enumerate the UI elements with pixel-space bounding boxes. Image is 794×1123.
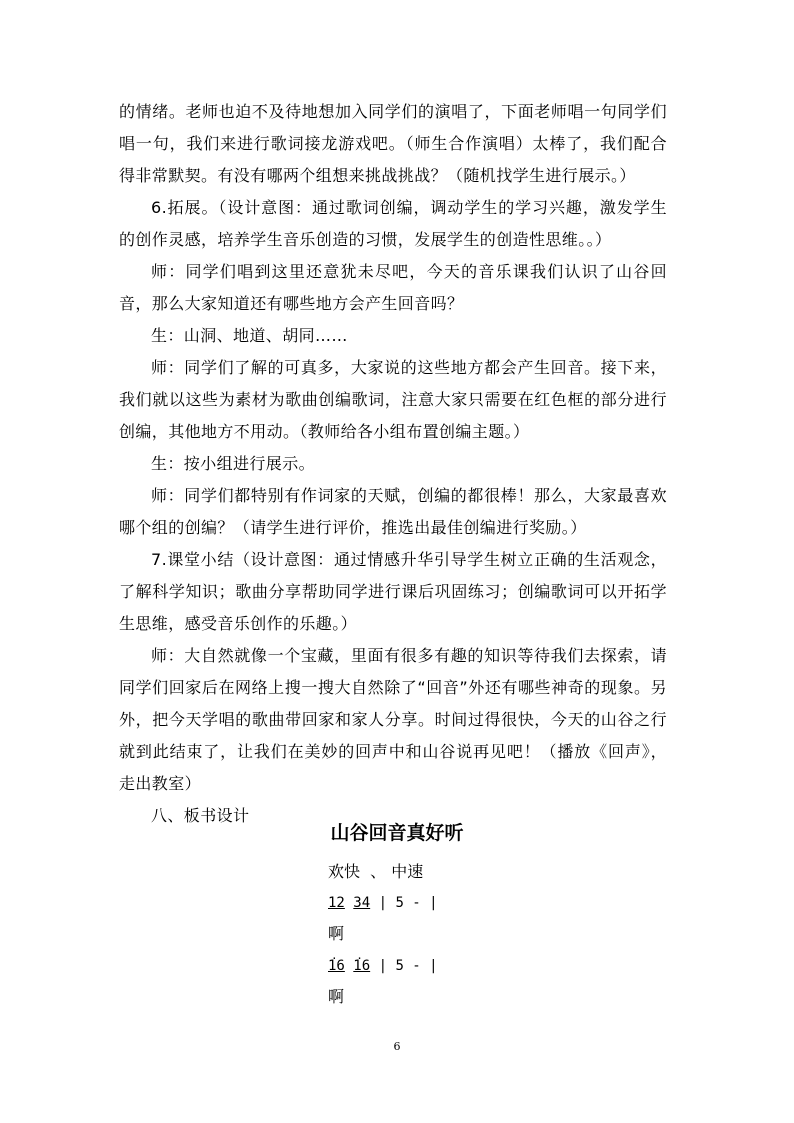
board-notation-line-1	[328, 893, 438, 913]
paragraph-summary: 7.课堂小结（设计意图：通过情感升华引导学生树立正确的生活观念，了解科学知识；歌曲分享帮助同学进行课后巩固练习；创编歌词可以开拓学生思维，感受音乐创作的乐趣。）	[119, 550, 667, 633]
paragraph-teacher-praise: 师：同学们都特别有作词家的天赋，创编的都很棒！那么，大家最喜欢哪个组的创编？（请学生进行评价，推选出最佳创编进行奖励。）	[119, 486, 667, 537]
paragraph-teacher-question: 师：同学们唱到这里还意犹未尽吧，今天的音乐课我们认识了山谷回音，那么大家知道还有哪些地方会产生回音吗？	[119, 262, 667, 313]
paragraph-teacher-instruction: 师：同学们了解的可真多，大家说的这些地方都会产生回音。接下来，我们就以这些为素材为歌曲创编歌词，注意大家只需要在红色框的部分进行创编，其他地方不用动。（教师给各小组布置创编主题。）	[119, 358, 667, 441]
board-notation-line-2	[328, 956, 438, 976]
notation-group: 12	[328, 895, 345, 911]
notation-bar: | 5 - |	[370, 958, 438, 974]
notation-group: 16 ·	[353, 958, 370, 974]
notation-bar: | 5 - |	[370, 895, 438, 911]
board-title: 山谷回音真好听	[330, 822, 464, 844]
section-heading-board-design: 八、板书设计	[151, 806, 250, 825]
paragraph-student-show: 生：按小组进行展示。	[151, 454, 316, 473]
board-lyric-2: 啊	[328, 987, 345, 1006]
paragraph-continuation: 的情绪。老师也迫不及待地想加入同学们的演唱了，下面老师唱一句同学们唱一句，我们来进行歌词接龙游戏吧。（师生合作演唱）太棒了，我们配合得非常默契。有没有哪两个组想来挑战挑战？（随机找学生进行展示。）	[119, 102, 667, 185]
board-lyric-1: 啊	[328, 924, 345, 943]
notation-group: 34	[353, 895, 371, 911]
board-tempo: 欢快 、 中速	[328, 862, 424, 881]
page-number: 6	[393, 1040, 401, 1053]
notation-group: 16 ·	[328, 958, 345, 974]
paragraph-teacher-closing: 师：大自然就像一个宝藏，里面有很多有趣的知识等待我们去探索，请同学们回家后在网络上搜一搜大自然除了“回音”外还有哪些神奇的现象。另外，把今天学唱的歌曲带回家和家人分享。时间过得很快，今天的山谷之行就到此结束了，让我们在美妙的回声中和山谷说再见吧！（播放《回声》，走出教室）	[119, 646, 667, 793]
paragraph-student-answer: 生：山洞、地道、胡同……	[151, 326, 348, 345]
paragraph-extension: 6.拓展。（设计意图：通过歌词创编，调动学生的学习兴趣，激发学生的创作灵感，培养学生音乐创造的习惯，发展学生的创造性思维。。）	[119, 198, 667, 249]
